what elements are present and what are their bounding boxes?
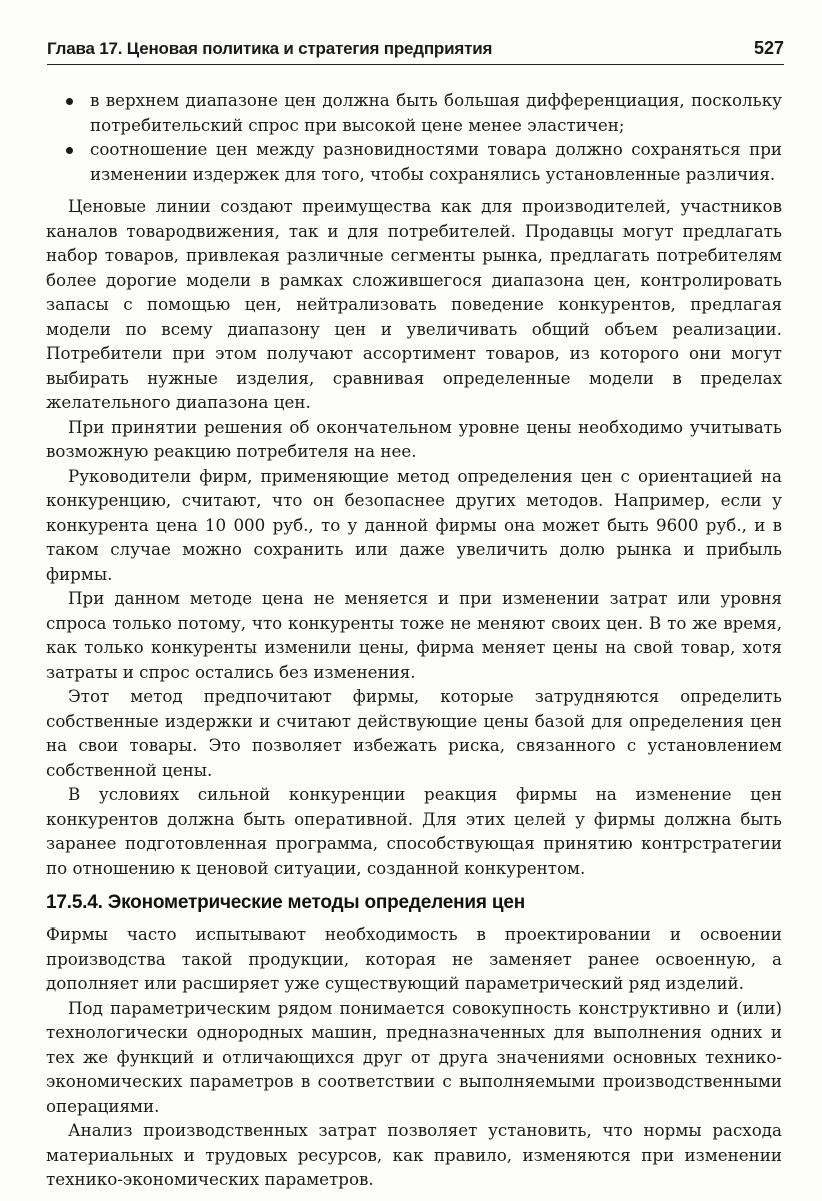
paragraph: При принятии решения об окончательном уровне цены необходимо учитывать возможную реакцию потребителя на нее. [46,416,782,461]
paragraph: При данном методе цена не меняется и при изменении затрат или уровня спроса только потому, что конкуренты тоже не меняют своих цен. В то же время, как только конкуренты изменили цены, фирма меняет цены на свой товар, хотя затраты и спрос остались без изменения. [46,588,782,682]
bullet-item [46,137,782,186]
bullet-icon [66,98,73,105]
paragraph: Под параметрическим рядом понимается совокупность конструктивно и (или) технологически однородных машин, предназначенных для выполнения одних и тех же функций и отличающихся друг от друга значениями основных технико-экономических параметров в соответствии с выполняемыми производственными операциями. [46,997,782,1116]
paragraph: Фирмы часто испытывают необходимость в проектировании и освоении производства такой продукции, которая не заменяет ранее освоенную, а дополняет или расширяет уже существующий параметрический ряд изделий. [46,924,782,993]
page-body [46,88,782,1192]
paragraph: В условиях сильной конкуренции реакция фирмы на изменение цен конкурентов должна быть оперативной. Для этих целей у фирмы должна быть заранее подготовленная программа, способствующая принятию контрстратегии по отношению к ценовой ситуации, созданной конкурентом. [46,784,782,878]
section-heading: 17.5.4. Эконометрические методы определения цен [46,892,525,913]
running-header [47,38,784,65]
paragraph: Ценовые линии создают преимущества как для производителей, участников каналов товародвижения, так и для потребителей. Продавцы могут предлагать набор товаров, привлекая различные сегменты рынка, предлагать потребителям более дорогие модели в рамках сложившегося диапазона цен, контролировать запасы с помощью цен, нейтрализовать поведение конкурентов, предлагая модели по всему диапазону цен и увеличивать общий объем реализации. Потребители при этом получают ассортимент товаров, из которого они могут выбирать нужные изделия, сравнивая определенные модели в пределах желательного диапазона цен. [46,196,782,412]
page-number: 527 [753,38,784,58]
bullet-text: соотношение цен между разновидностями товара должно сохраняться при изменении издержек для того, чтобы сохранялись установленные различия. [90,139,782,184]
paragraph: Руководители фирм, применяющие метод определения цен с ориентацией на конкуренцию, считают, что он безопаснее других методов. Например, если у конкурента цена 10 000 руб., то у данной фирмы она может быть 9600 руб., и в таком случае можно сохранить или даже увеличить долю рынка и прибыль фирмы. [46,465,782,584]
chapter-title: Глава 17. Ценовая политика и стратегия предприятия [47,39,493,58]
bullet-text: в верхнем диапазоне цен должна быть большая дифференциация, поскольку потребительский спрос при высокой цене менее эластичен; [90,90,782,135]
bullet-icon [66,147,73,154]
paragraph: Анализ производственных затрат позволяет установить, что нормы расхода материальных и трудовых ресурсов, как правило, изменяются при изменении технико-экономических параметров. [46,1120,782,1189]
bullet-item [46,88,782,137]
paragraph: Этот метод предпочитают фирмы, которые затрудняются определить собственные издержки и считают действующие цены базой для определения цен на свои товары. Это позволяет избежать риска, связанного с установлением собственной цены. [46,686,782,780]
bullet-list [46,88,782,186]
